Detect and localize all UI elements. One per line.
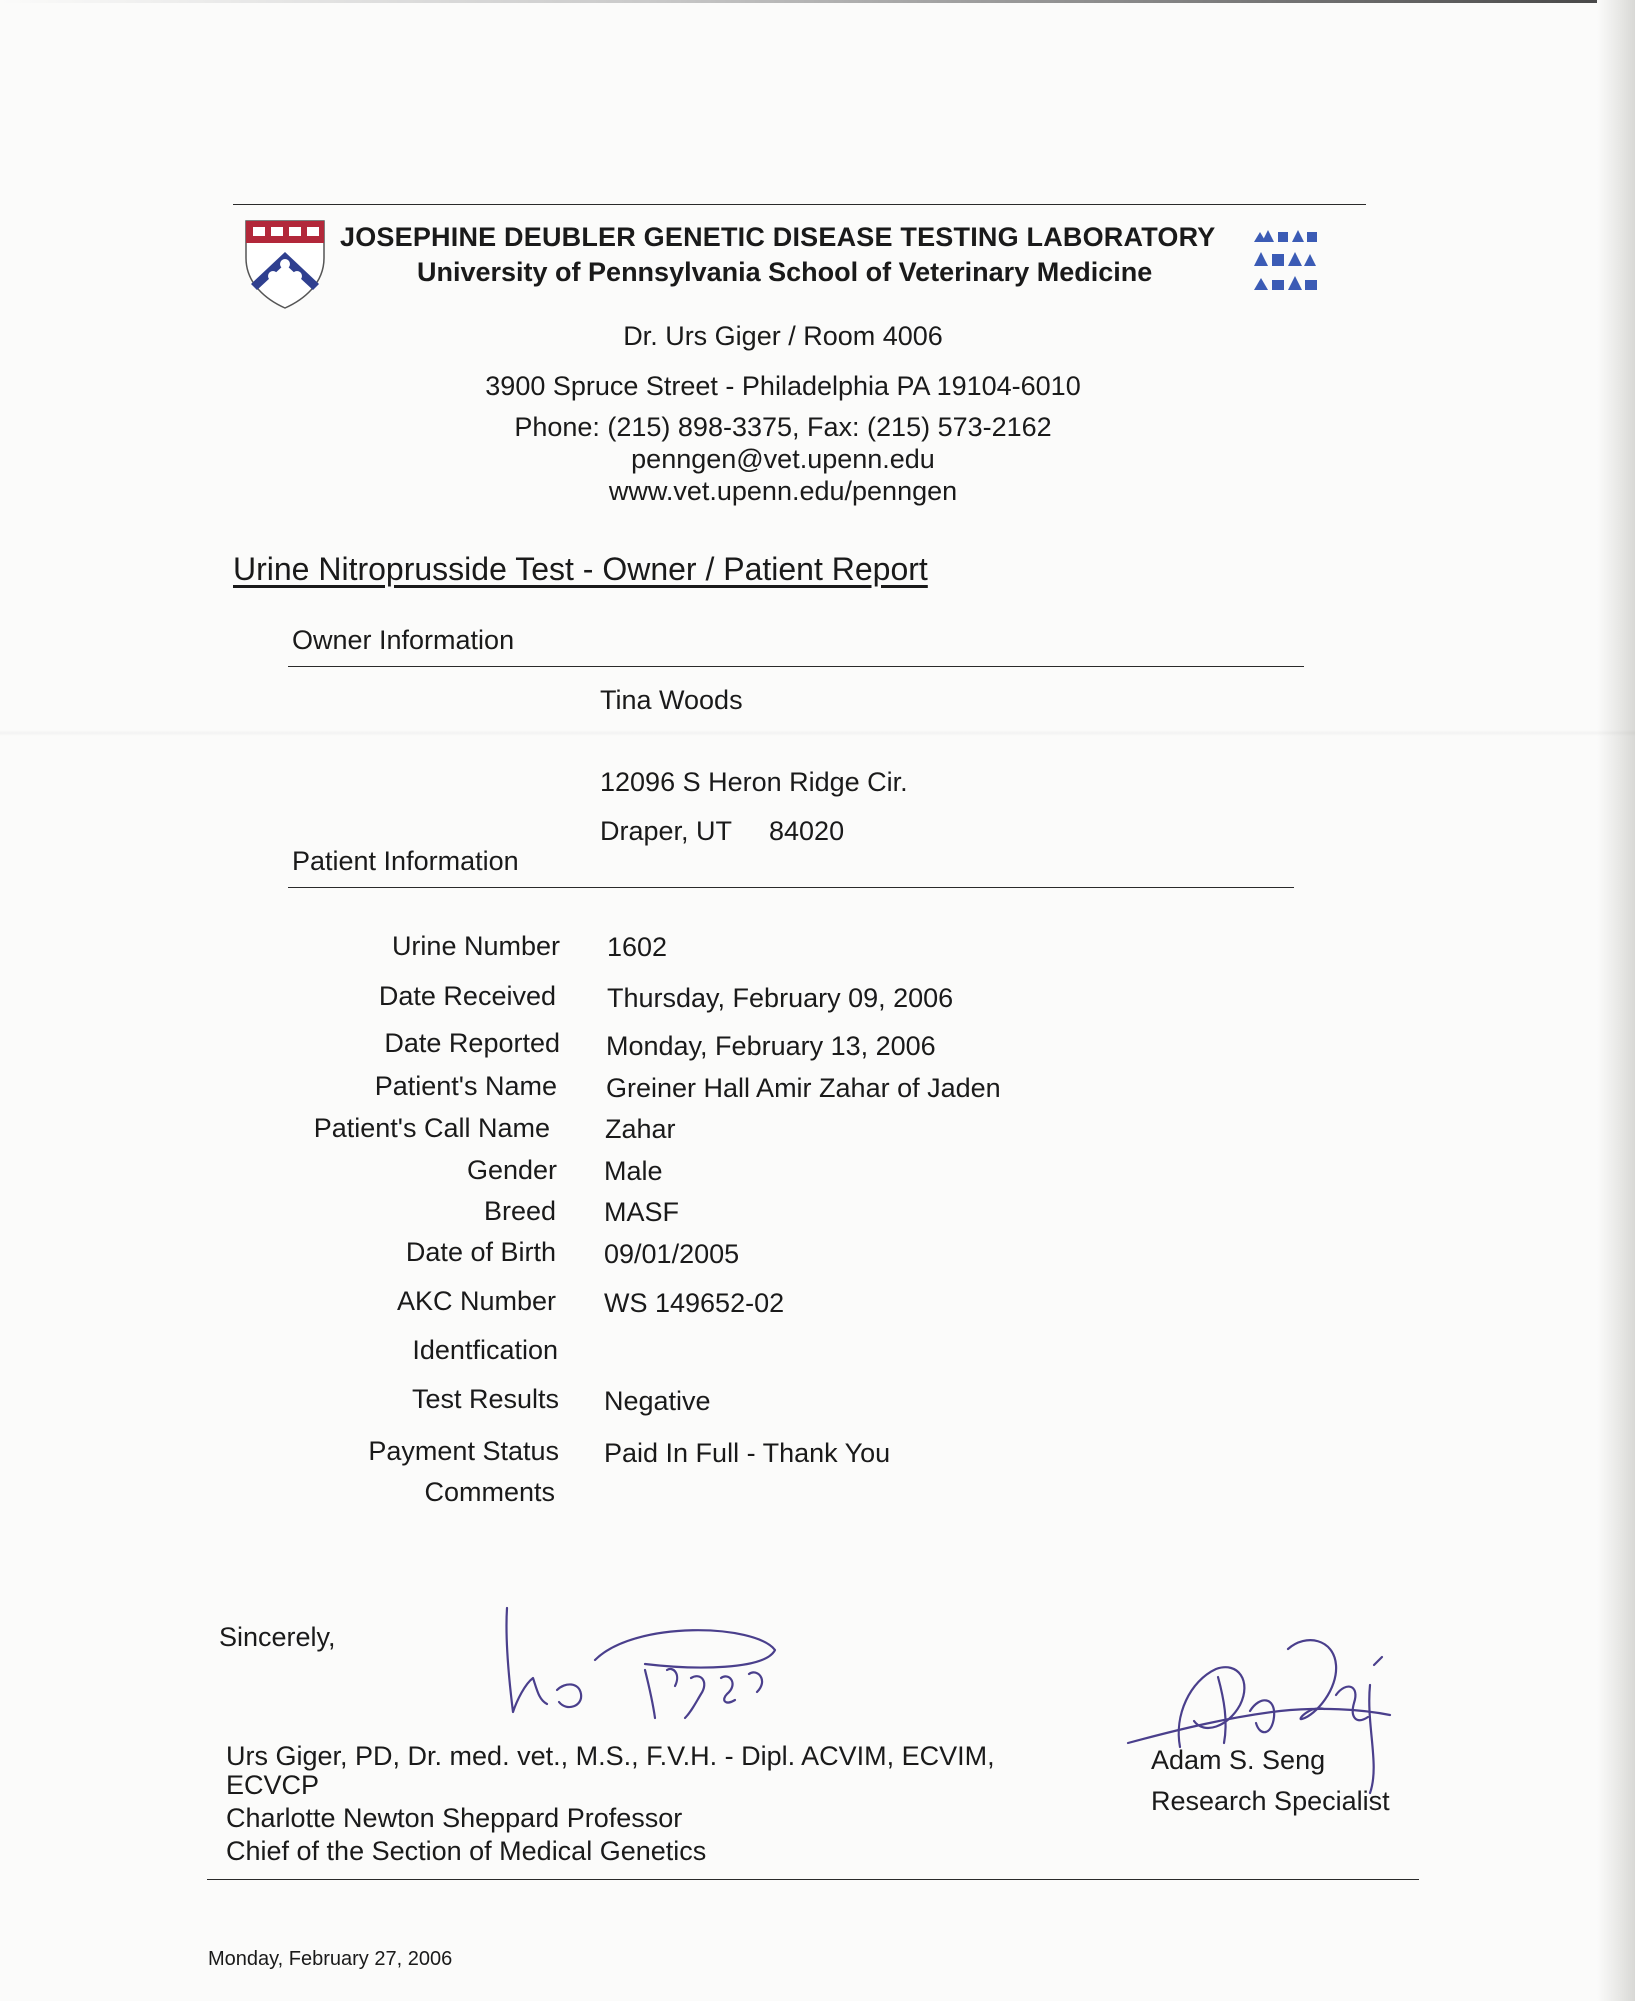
footer-date: Monday, February 27, 2006 xyxy=(208,1948,453,1970)
signer1-section-chief: Chief of the Section of Medical Genetics xyxy=(226,1836,707,1866)
signer2-title: Research Specialist xyxy=(1151,1786,1390,1816)
field-value-test-results: Negative xyxy=(604,1386,711,1416)
paper-fold xyxy=(0,730,1635,736)
field-value-date-of-birth: 09/01/2005 xyxy=(604,1239,740,1269)
field-label-date-received: Date Received xyxy=(378,981,556,1011)
field-value-call-name: Zahar xyxy=(605,1114,676,1144)
website-link[interactable]: www.vet.upenn.edu/penngen xyxy=(608,476,958,506)
owner-street: 12096 S Heron Ridge Cir. xyxy=(600,767,908,797)
field-value-urine-number: 1602 xyxy=(607,932,668,962)
field-label-akc-number: AKC Number xyxy=(396,1286,556,1316)
penngen-logo-icon xyxy=(1252,224,1322,296)
salutation: Sincerely, xyxy=(219,1622,336,1652)
field-label-identification: Identfication xyxy=(412,1335,558,1365)
field-label-date-reported: Date Reported xyxy=(384,1028,560,1058)
patient-section-rule xyxy=(288,887,1294,888)
owner-zip: 84020 xyxy=(769,816,845,846)
email-link[interactable]: penngen@vet.upenn.edu xyxy=(631,444,935,474)
footer-rule xyxy=(207,1879,1419,1880)
owner-section-heading: Owner Information xyxy=(292,625,515,655)
field-label-test-results: Test Results xyxy=(411,1384,559,1414)
field-label-urine-number: Urine Number xyxy=(391,931,560,961)
field-value-gender: Male xyxy=(604,1156,663,1186)
field-label-patient-name: Patient's Name xyxy=(374,1071,557,1101)
patient-section-heading: Patient Information xyxy=(292,846,519,876)
field-label-date-of-birth: Date of Birth xyxy=(405,1237,556,1267)
signer2-name: Adam S. Seng xyxy=(1151,1745,1326,1775)
field-value-date-received: Thursday, February 09, 2006 xyxy=(607,983,954,1013)
field-value-payment-status: Paid In Full - Thank You xyxy=(604,1438,891,1468)
field-label-comments: Comments xyxy=(424,1477,555,1507)
field-label-breed: Breed xyxy=(483,1196,556,1226)
field-value-patient-name: Greiner Hall Amir Zahar of Jaden xyxy=(606,1073,1001,1103)
scan-page-edge xyxy=(1597,0,1635,2001)
signature-giger xyxy=(495,1600,825,1720)
field-value-date-reported: Monday, February 13, 2006 xyxy=(606,1031,936,1061)
field-label-payment-status: Payment Status xyxy=(368,1436,559,1466)
scan-edge xyxy=(0,0,1635,3)
report-title: Urine Nitroprusside Test - Owner / Patient Report xyxy=(233,551,928,587)
field-label-gender: Gender xyxy=(466,1155,557,1185)
owner-section-rule xyxy=(288,666,1304,667)
penn-shield-icon xyxy=(243,218,327,310)
signer1-credentials: Urs Giger, PD, Dr. med. vet., M.S., F.V.H. - Dipl. ACVIM, ECVIM, xyxy=(226,1741,995,1771)
signer1-professorship: Charlotte Newton Sheppard Professor xyxy=(226,1803,683,1833)
signer1-credentials-cont: ECVCP xyxy=(226,1770,320,1800)
university-name: University of Pennsylvania School of Veterinary Medicine xyxy=(417,257,1153,287)
doctor-room: Dr. Urs Giger / Room 4006 xyxy=(623,321,943,351)
owner-city-state: Draper, UT xyxy=(600,816,733,846)
header-top-rule xyxy=(233,204,1366,205)
field-value-akc-number: WS 149652-02 xyxy=(604,1288,785,1318)
field-value-breed: MASF xyxy=(604,1197,680,1227)
lab-address: 3900 Spruce Street - Philadelphia PA 19104-6010 xyxy=(485,371,1081,401)
owner-name: Tina Woods xyxy=(600,685,743,715)
phone-fax: Phone: (215) 898-3375, Fax: (215) 573-2162 xyxy=(514,412,1052,442)
lab-name: JOSEPHINE DEUBLER GENETIC DISEASE TESTING LABORATORY xyxy=(340,222,1216,252)
field-label-call-name: Patient's Call Name xyxy=(313,1113,550,1143)
